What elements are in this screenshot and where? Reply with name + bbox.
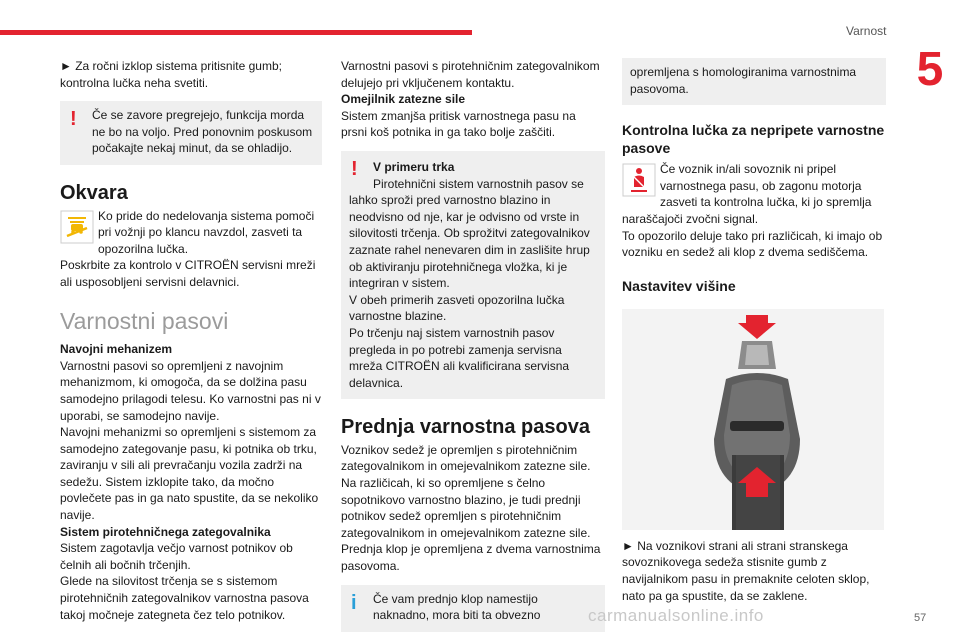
warning-collision-text-3: Po trčenju naj sistem varnostnih pasov pregleda in po potrebi zamenja servisna mreža CITROËN ali kvalificirana servisna delavnica. — [349, 325, 570, 390]
fault-text-2: Poskrbite za kontrolo v CITROËN servisni mreži ali usposobljeni servisni delavnici. — [60, 258, 316, 289]
fault-block — [60, 208, 322, 291]
belt-reminder-block — [622, 161, 886, 261]
belt-reminder-heading: Kontrolna lučka za nepripete varnostne pasove — [622, 122, 885, 157]
pyro-contact-text: Varnostni pasovi s pirotehničnim zategovalnikom delujejo pri vključenem kontaktu. — [341, 59, 600, 90]
warning-exclamation-icon: ! — [351, 157, 358, 180]
hill-descent-warning-icon — [60, 210, 94, 244]
height-adjust-bullet: ► Na voznikovi strani ali strani stranskega sovoznikovega sedeža stisnite gumb z navijalnikom pasu in premaknite celoten sklop, nato pa ga spustite, da se zaklene. — [622, 538, 870, 603]
warning-collision-text-1: Pirotehnični sistem varnostnih pasov se lahko sproži pred varnostno blazino in neodvisno od nje, kar je odvisno od vrste in silovitosti trčenja. Ob sprožitvi zategovalnikov zaznate rahel nenevaren dim in zaslišite hrup ob aktiviranju pirotehničnega vložka, ki je integriran v sistem. — [349, 176, 590, 291]
height-adjust-heading: Nastavitev višine — [622, 277, 736, 294]
page-number: 57 — [914, 612, 927, 624]
seatbelts-heading: Varnostni pasovi — [60, 307, 229, 334]
warning-note-text: Če se zavore pregrejejo, funkcija morda ne bo na voljo. Pred ponovnim poskusom počakajte nekaj minut, da se ohladijo. — [92, 108, 313, 156]
section-title: Varnost — [846, 24, 887, 38]
reel-text-1: Varnostni pasovi so opremljeni z navojnim mehanizmom, ki omogoča, da se dolžina pasu samodejno prilagodi telesu. Ko varnostni pas ni v uporabi, se samodejno navije. — [60, 358, 321, 423]
warning-collision-text-2: V obeh primerih zasveti opozorilna lučka varnostne blazine. — [349, 292, 565, 324]
warning-collision-heading: V primeru trka — [373, 159, 455, 174]
belt-reminder-text-1: Če voznik in/ali sovoznik ni pripel varnostnega pasu, ob zagonu motorja zasveti ta kontrolna lučka, ki jo spremlja naraščajoči zvočni signal. — [622, 162, 872, 226]
pyro-text-2: Glede na silovitost trčenja se s sistemom pirotehničnih zategovalnikov varnostna pasova takoj močneje zategneta čez telo potnikov. — [60, 574, 309, 622]
info-note-cont-text: opremljena s homologiranima varnostnima pasovoma. — [630, 65, 857, 96]
limiter-heading: Omejilnik zatezne sile — [341, 92, 466, 107]
fault-heading: Okvara — [60, 181, 128, 204]
pyro-heading: Sistem pirotehničnega zategovalnika — [60, 524, 271, 539]
bullet-intro: ► Za ročni izklop sistema pritisnite gumb; kontrolna lučka neha svetiti. — [60, 59, 282, 90]
pyro-text-1: Sistem zagotavlja večjo varnost potnikov ob čelnih ali bočnih trčenjih. — [60, 541, 293, 572]
column-right — [622, 58, 886, 604]
header-accent-bar — [0, 30, 472, 35]
column-middle — [341, 58, 605, 632]
belt-reminder-text-2: To opozorilo deluje tako pri različicah, ki imajo ob vozniku en sedež ali klop z dvema sediščema. — [622, 228, 883, 260]
info-note-continuation — [622, 58, 886, 105]
front-belts-text: Voznikov sedež je opremljen s pirotehničnim zategovalnikom in omejevalnikom zatezne sile. Na različicah, ki so opremljene s čelno sopotnikovo varnostno blazino, je tudi prednji potnikov sedež opremljen s pirotehničnim zategovalnikom in omejevalnikom zatezne sile. Prednja klop je opremljena z dvema varnostnima pasovoma. — [341, 442, 601, 574]
limiter-text: Sistem zmanjša pritisk varnostnega pasu na prsni koš potnika in ga tako bolje zaščiti. — [341, 108, 576, 140]
reel-heading: Navojni mehanizem — [60, 342, 173, 357]
info-note-bench — [341, 585, 605, 632]
column-left — [60, 58, 322, 623]
chapter-number: 5 — [916, 43, 944, 96]
front-belts-heading: Prednja varnostna pasova — [341, 416, 590, 439]
info-note-text: Če vam prednjo klop namestijo naknadno, mora biti ta obvezno — [373, 591, 541, 623]
height-adjust-illustration — [622, 309, 884, 530]
warning-note-collision — [341, 151, 605, 399]
fault-text-1: Ko pride do nedelovanja sistema pomoči pri vožnji po klancu navzdol, zasveti ta opozorilna lučka. — [98, 208, 315, 256]
seatbelt-reminder-icon — [622, 163, 656, 197]
watermark: carmanualsonline.info — [588, 606, 764, 625]
warning-note-brakes — [60, 101, 322, 165]
warning-exclamation-icon: ! — [70, 108, 77, 131]
reel-text-2: Navojni mehanizmi so opremljeni s sistemom za samodejno zategovanje pasu, ki potnika ob trku, zaviranju v sili ali prevračanju vozila zadrži na sedežu. Sistem izklopite tako, da močno povlečete pas in ga nato spustite, da se nekoliko navije. — [60, 425, 319, 523]
belt-anchor-diagram — [622, 309, 884, 530]
info-i-icon: i — [351, 591, 357, 614]
